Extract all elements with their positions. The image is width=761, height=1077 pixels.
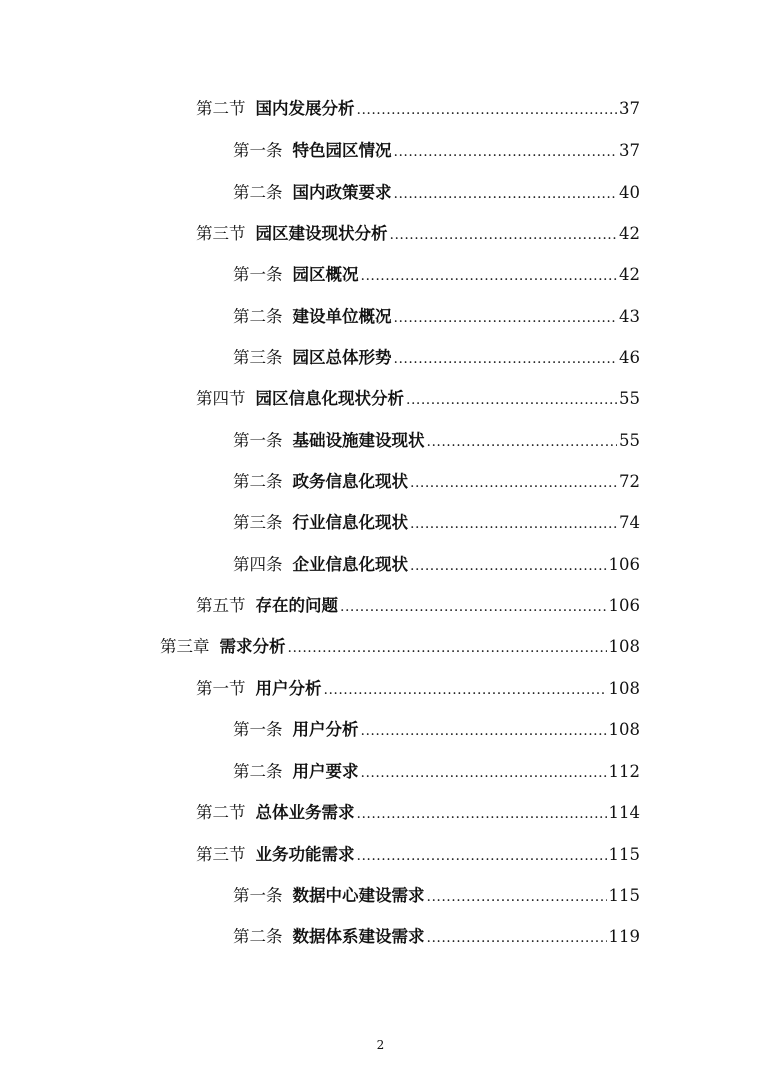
toc-entry-page: 72 bbox=[619, 472, 640, 491]
toc-entry-title: 业务功能需求 bbox=[255, 845, 355, 864]
toc-leader-dots bbox=[324, 677, 607, 703]
toc-entry bbox=[196, 96, 640, 122]
toc-entry-title: 基础设施建设现状 bbox=[292, 431, 425, 450]
toc-entry-title: 数据体系建设需求 bbox=[292, 927, 425, 946]
toc-entry bbox=[160, 634, 640, 660]
toc-leader-dots bbox=[410, 553, 607, 579]
toc-entry-page: 106 bbox=[608, 596, 640, 615]
toc-entry-number: 第三节 bbox=[196, 224, 246, 243]
toc-entry bbox=[233, 510, 640, 536]
toc-leader-dots bbox=[361, 760, 607, 786]
toc-entry-title: 行业信息化现状 bbox=[292, 513, 408, 532]
toc-entry-number: 第四节 bbox=[196, 389, 246, 408]
toc-entry-title: 建设单位概况 bbox=[292, 307, 392, 326]
toc-leader-dots bbox=[390, 222, 618, 248]
toc-entry bbox=[233, 304, 640, 330]
toc-entry bbox=[196, 221, 640, 247]
toc-entry bbox=[196, 593, 640, 619]
toc-leader-dots bbox=[406, 387, 617, 413]
toc-leader-dots bbox=[288, 635, 607, 661]
toc-entry bbox=[196, 386, 640, 412]
toc-leader-dots bbox=[340, 594, 607, 620]
toc-leader-dots bbox=[357, 97, 618, 123]
toc-entry-number: 第三条 bbox=[233, 513, 283, 532]
toc-leader-dots bbox=[410, 511, 617, 537]
page-number: 2 bbox=[376, 1038, 385, 1052]
toc-entry-page: 37 bbox=[619, 141, 640, 160]
toc-leader-dots bbox=[394, 305, 618, 331]
toc-entry-number: 第五节 bbox=[196, 596, 246, 615]
toc-entry-number: 第二条 bbox=[233, 472, 283, 491]
toc-entry-title: 用户分析 bbox=[292, 720, 359, 739]
toc-entry-title: 总体业务需求 bbox=[255, 803, 355, 822]
toc-leader-dots bbox=[394, 139, 618, 165]
toc-entry-number: 第三节 bbox=[196, 845, 246, 864]
toc-entry bbox=[233, 469, 640, 495]
toc-entry-number: 第一条 bbox=[233, 720, 283, 739]
toc-entry-title: 特色园区情况 bbox=[292, 141, 392, 160]
toc-entry-page: 40 bbox=[619, 183, 640, 202]
toc-entry-page: 115 bbox=[608, 886, 640, 905]
toc-entry-title: 园区总体形势 bbox=[292, 348, 392, 367]
toc-leader-dots bbox=[357, 843, 607, 869]
toc-entry-page: 42 bbox=[619, 265, 640, 284]
toc-entry-title: 园区建设现状分析 bbox=[255, 224, 388, 243]
toc-entry bbox=[196, 676, 640, 702]
toc-leader-dots bbox=[427, 429, 618, 455]
toc-entry-number: 第二条 bbox=[233, 307, 283, 326]
toc-entry-title: 用户要求 bbox=[292, 762, 359, 781]
toc-entry bbox=[233, 138, 640, 164]
toc-entry-page: 37 bbox=[619, 99, 640, 118]
toc-leader-dots bbox=[361, 718, 607, 744]
toc-entry-page: 42 bbox=[619, 224, 640, 243]
toc-leader-dots bbox=[427, 925, 607, 951]
toc-leader-dots bbox=[357, 801, 607, 827]
toc-entry-page: 119 bbox=[608, 927, 640, 946]
toc-entry-number: 第二条 bbox=[233, 927, 283, 946]
toc-entry-number: 第三条 bbox=[233, 348, 283, 367]
toc-leader-dots bbox=[361, 263, 618, 289]
toc-entry-page: 74 bbox=[619, 513, 640, 532]
toc-entry-title: 企业信息化现状 bbox=[292, 555, 408, 574]
toc-entry-title: 需求分析 bbox=[219, 637, 286, 656]
toc-entry bbox=[233, 428, 640, 454]
toc-entry-page: 55 bbox=[619, 431, 640, 450]
toc-entry-number: 第一节 bbox=[196, 679, 246, 698]
toc-entry bbox=[233, 552, 640, 578]
toc-entry bbox=[233, 924, 640, 950]
toc-entry-number: 第一条 bbox=[233, 141, 283, 160]
toc-entry bbox=[196, 842, 640, 868]
toc-entry-title: 政务信息化现状 bbox=[292, 472, 408, 491]
toc-entry bbox=[233, 345, 640, 371]
toc-entry bbox=[233, 883, 640, 909]
toc-entry-page: 108 bbox=[608, 720, 640, 739]
toc-entry-page: 108 bbox=[608, 679, 640, 698]
toc-entry-title: 国内发展分析 bbox=[255, 99, 355, 118]
toc-entry bbox=[196, 800, 640, 826]
toc-entry-title: 存在的问题 bbox=[255, 596, 338, 615]
toc-entry-title: 国内政策要求 bbox=[292, 183, 392, 202]
toc-entry-page: 46 bbox=[619, 348, 640, 367]
toc-entry-page: 114 bbox=[608, 803, 640, 822]
toc-entry bbox=[233, 759, 640, 785]
toc-entry-number: 第三章 bbox=[160, 637, 210, 656]
toc-entry-title: 用户分析 bbox=[255, 679, 322, 698]
toc-entry-number: 第二节 bbox=[196, 803, 246, 822]
toc-entry-number: 第二节 bbox=[196, 99, 246, 118]
toc-entry-page: 112 bbox=[608, 762, 640, 781]
toc-entry-page: 108 bbox=[608, 637, 640, 656]
toc-leader-dots bbox=[394, 346, 618, 372]
toc-entry-page: 115 bbox=[608, 845, 640, 864]
toc-entry bbox=[233, 717, 640, 743]
toc-entry-number: 第二条 bbox=[233, 183, 283, 202]
toc-entry-number: 第二条 bbox=[233, 762, 283, 781]
toc-entry-title: 园区信息化现状分析 bbox=[255, 389, 404, 408]
toc-entry-page: 43 bbox=[619, 307, 640, 326]
toc-entry-page: 55 bbox=[619, 389, 640, 408]
toc-entry-number: 第一条 bbox=[233, 265, 283, 284]
toc-leader-dots bbox=[427, 884, 607, 910]
toc-entry-title: 园区概况 bbox=[292, 265, 359, 284]
toc-leader-dots bbox=[410, 470, 617, 496]
toc-entry-title: 数据中心建设需求 bbox=[292, 886, 425, 905]
toc-entry-page: 106 bbox=[608, 555, 640, 574]
toc-entry-number: 第一条 bbox=[233, 431, 283, 450]
toc-entry bbox=[233, 180, 640, 206]
toc-leader-dots bbox=[394, 181, 618, 207]
toc-entry-number: 第一条 bbox=[233, 886, 283, 905]
toc-entry bbox=[233, 262, 640, 288]
toc-entry-number: 第四条 bbox=[233, 555, 283, 574]
